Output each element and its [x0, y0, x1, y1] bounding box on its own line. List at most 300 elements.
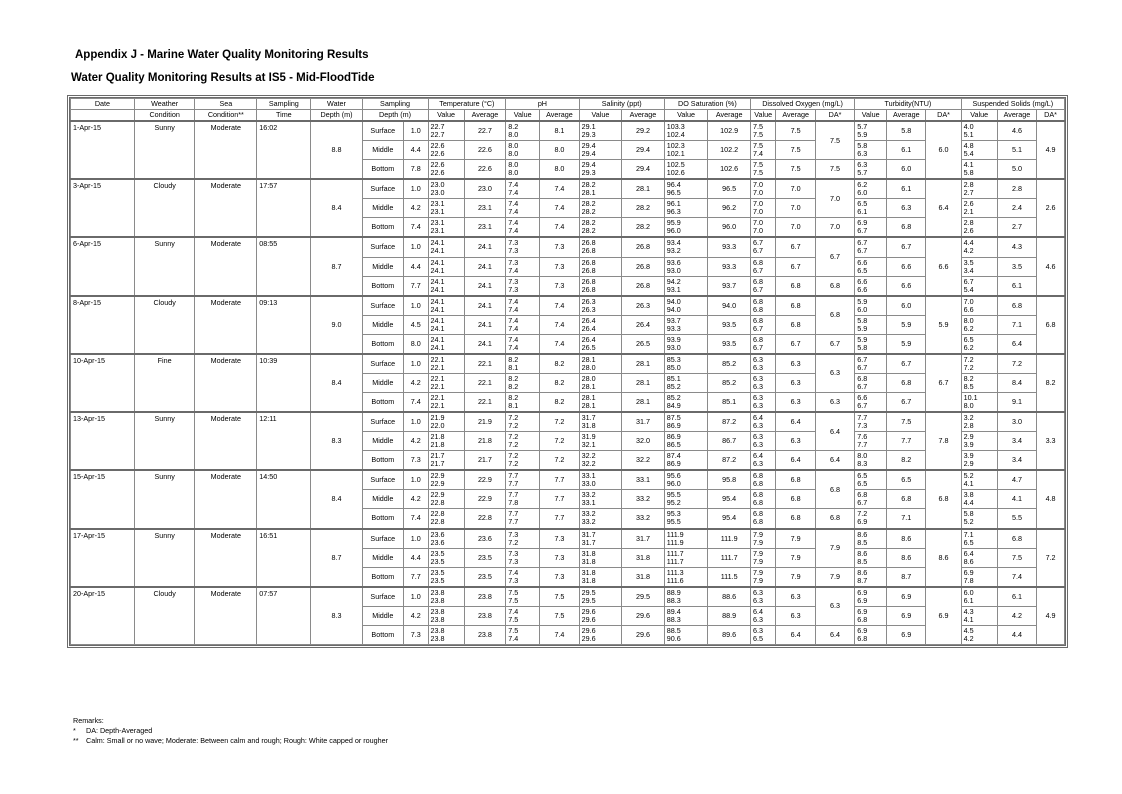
salinity-values-reading: 29.1 — [581, 122, 596, 132]
do-saturation-average: 93.3 — [708, 257, 751, 276]
ph-values-reading: 7.7 — [508, 471, 519, 481]
ph-average: 8.0 — [540, 160, 579, 180]
turbidity-values-reading: 6.8 — [857, 614, 868, 624]
do-saturation-values-reading: 85.2 — [666, 393, 681, 403]
turbidity-da: 6.9 — [926, 587, 961, 645]
salinity-values-reading: 26.3 — [581, 304, 596, 314]
ph-values-reading: 8.1 — [508, 401, 519, 411]
turbidity-values — [855, 548, 887, 567]
sub-header: Value — [750, 110, 776, 122]
temperature-values-reading: 23.5 — [430, 575, 445, 585]
salinity-values — [579, 470, 622, 490]
table-row — [71, 470, 1065, 490]
salinity-values-reading: 29.5 — [581, 595, 596, 605]
table-row — [71, 587, 1065, 607]
salinity-values — [579, 296, 622, 316]
temperature-values — [428, 567, 464, 587]
do-saturation-values-reading: 96.3 — [666, 207, 681, 217]
suspended-solids-values — [961, 237, 997, 257]
ph-values — [506, 121, 540, 141]
temperature-values — [428, 237, 464, 257]
do-saturation-values-reading: 111.9 — [666, 529, 684, 539]
dissolved-oxygen-average: 7.9 — [776, 529, 815, 549]
header-row-top — [71, 99, 1065, 110]
temperature-values-reading: 23.1 — [430, 207, 445, 217]
sea-condition-cell: Moderate — [195, 529, 257, 587]
do-saturation-values-reading: 111.3 — [666, 567, 684, 577]
ph-values-reading: 7.3 — [508, 556, 519, 566]
salinity-values-reading: 26.8 — [581, 284, 596, 294]
salinity-values-reading: 28.0 — [581, 373, 596, 383]
suspended-solids-average: 6.1 — [997, 276, 1036, 296]
ph-average: 7.4 — [540, 199, 579, 218]
suspended-solids-values-reading: 5.2 — [963, 517, 974, 527]
dissolved-oxygen-values — [750, 354, 776, 374]
temperature-average: 23.1 — [464, 218, 506, 238]
sampling-level-cell: Bottom — [362, 160, 404, 180]
sea-condition-cell: Moderate — [195, 237, 257, 295]
salinity-average: 29.4 — [622, 141, 665, 160]
turbidity-values-reading: 6.7 — [857, 401, 868, 411]
turbidity-values — [855, 529, 887, 549]
salinity-values — [579, 121, 622, 141]
dissolved-oxygen-average: 6.4 — [776, 625, 815, 644]
temperature-values — [428, 432, 464, 451]
temperature-average: 23.0 — [464, 179, 506, 199]
water-depth-cell: 8.3 — [311, 412, 362, 470]
temperature-average: 22.1 — [464, 393, 506, 413]
dissolved-oxygen-average: 6.7 — [776, 334, 815, 354]
sampling-depth-cell: 4.5 — [404, 315, 428, 334]
suspended-solids-values-reading: 4.1 — [963, 479, 974, 489]
salinity-average: 26.8 — [622, 276, 665, 296]
dissolved-oxygen-values-reading: 7.5 — [752, 122, 763, 132]
ph-values — [506, 567, 540, 587]
temperature-average: 23.8 — [464, 625, 506, 644]
temperature-values-reading: 23.5 — [430, 548, 445, 558]
suspended-solids-values-reading: 10.1 — [963, 393, 978, 403]
date-cell: 8-Apr-15 — [71, 296, 135, 354]
ph-values-reading: 7.2 — [508, 421, 519, 431]
salinity-average: 28.1 — [622, 179, 665, 199]
do-saturation-values — [664, 432, 708, 451]
sea-condition-cell: Moderate — [195, 470, 257, 528]
ph-values-reading: 7.8 — [508, 498, 519, 508]
do-saturation-values — [664, 160, 708, 180]
turbidity-values-reading: 5.7 — [857, 122, 868, 132]
do-saturation-values-reading: 102.1 — [666, 149, 685, 159]
salinity-values — [579, 393, 622, 413]
ph-values — [506, 141, 540, 160]
suspended-solids-values-reading: 3.8 — [963, 490, 974, 500]
suspended-solids-values-reading: 2.6 — [963, 199, 974, 209]
ph-values — [506, 509, 540, 529]
temperature-values-reading: 23.8 — [430, 606, 445, 616]
turbidity-values — [855, 373, 887, 392]
sampling-depth-cell: 4.2 — [404, 606, 428, 625]
ph-average: 7.7 — [540, 470, 579, 490]
salinity-average: 32.2 — [622, 451, 665, 471]
salinity-average: 29.2 — [622, 121, 665, 141]
sea-condition-cell: Moderate — [195, 179, 257, 237]
temperature-values-reading: 21.8 — [430, 440, 445, 450]
do-saturation-values — [664, 587, 708, 607]
do-saturation-values — [664, 276, 708, 296]
turbidity-values — [855, 451, 887, 471]
dissolved-oxygen-values — [750, 548, 776, 567]
suspended-solids-values — [961, 529, 997, 549]
dissolved-oxygen-values — [750, 490, 776, 509]
sampling-time-cell: 10:39 — [257, 354, 311, 412]
sampling-level-cell: Middle — [362, 432, 404, 451]
salinity-values-reading: 26.4 — [581, 315, 596, 325]
dissolved-oxygen-values — [750, 179, 776, 199]
sub-header: Average — [997, 110, 1036, 122]
turbidity-values-reading: 8.6 — [857, 529, 868, 539]
do-saturation-values-reading: 102.5 — [666, 160, 685, 170]
remark-text: DA: Depth-Averaged — [86, 726, 153, 735]
turbidity-values-reading: 6.5 — [857, 471, 868, 481]
sampling-level-cell: Bottom — [362, 567, 404, 587]
do-saturation-average: 95.4 — [708, 509, 751, 529]
salinity-values-reading: 33.1 — [581, 498, 596, 508]
salinity-values — [579, 548, 622, 567]
do-saturation-values — [664, 412, 708, 432]
salinity-average: 28.1 — [622, 393, 665, 413]
suspended-solids-values-reading: 6.5 — [963, 537, 974, 547]
ph-values-reading: 7.3 — [508, 284, 519, 294]
dissolved-oxygen-values-reading: 6.8 — [752, 296, 763, 306]
do-saturation-average: 95.4 — [708, 490, 751, 509]
ph-values — [506, 451, 540, 471]
dissolved-oxygen-values-reading: 6.7 — [752, 238, 763, 248]
sampling-depth-cell: 1.0 — [404, 470, 428, 490]
sub-header: Value — [855, 110, 887, 122]
suspended-solids-values — [961, 393, 997, 413]
salinity-values-reading: 32.2 — [581, 459, 596, 469]
salinity-values — [579, 490, 622, 509]
temperature-values — [428, 257, 464, 276]
dissolved-oxygen-values — [750, 606, 776, 625]
temperature-values-reading: 24.1 — [430, 315, 445, 325]
temperature-values-reading: 22.1 — [430, 373, 445, 383]
temperature-values — [428, 334, 464, 354]
salinity-values-reading: 31.7 — [581, 537, 596, 547]
dissolved-oxygen-values-reading: 6.8 — [752, 509, 763, 519]
suspended-solids-values-reading: 2.8 — [963, 218, 974, 228]
do-saturation-average: 94.0 — [708, 296, 751, 316]
table-row — [71, 354, 1065, 374]
temperature-values — [428, 606, 464, 625]
dissolved-oxygen-values-reading: 7.0 — [752, 218, 763, 228]
temperature-average: 24.1 — [464, 334, 506, 354]
ph-values — [506, 160, 540, 180]
salinity-values-reading: 26.8 — [581, 238, 596, 248]
sampling-depth-cell: 7.7 — [404, 276, 428, 296]
do-saturation-values — [664, 509, 708, 529]
salinity-values — [579, 315, 622, 334]
suspended-solids-values-reading: 2.9 — [963, 459, 974, 469]
sea-condition-cell: Moderate — [195, 121, 257, 179]
ph-values — [506, 218, 540, 238]
ph-average: 7.5 — [540, 606, 579, 625]
temperature-values — [428, 470, 464, 490]
suspended-solids-values-reading: 7.0 — [963, 296, 974, 306]
ph-values-reading: 7.3 — [508, 246, 519, 256]
sub-header: Condition — [134, 110, 195, 122]
do-saturation-values — [664, 451, 708, 471]
turbidity-values-reading: 8.6 — [857, 567, 868, 577]
suspended-solids-values — [961, 334, 997, 354]
dissolved-oxygen-average: 6.8 — [776, 276, 815, 296]
salinity-values — [579, 160, 622, 180]
turbidity-values — [855, 412, 887, 432]
suspended-solids-values — [961, 141, 997, 160]
col-header-weather: Weather — [134, 99, 195, 110]
ph-values-reading: 8.2 — [508, 122, 519, 132]
turbidity-values-reading: 6.7 — [857, 246, 868, 256]
turbidity-values — [855, 179, 887, 199]
col-header-sampling-time: Sampling — [257, 99, 311, 110]
suspended-solids-values-reading: 4.0 — [963, 122, 974, 132]
temperature-values-reading: 23.8 — [430, 587, 445, 597]
do-saturation-values-reading: 94.0 — [666, 304, 681, 314]
salinity-values-reading: 33.2 — [581, 517, 596, 527]
temperature-values-reading: 22.7 — [430, 122, 445, 132]
temperature-values — [428, 141, 464, 160]
do-saturation-values-reading: 93.2 — [666, 246, 681, 256]
ph-values-reading: 7.7 — [508, 517, 519, 527]
turbidity-average: 6.1 — [887, 179, 926, 199]
temperature-values-reading: 23.0 — [430, 180, 445, 190]
dissolved-oxygen-values-reading: 6.8 — [752, 304, 763, 314]
salinity-values-reading: 28.2 — [581, 218, 596, 228]
salinity-average: 26.4 — [622, 315, 665, 334]
suspended-solids-values-reading: 8.5 — [963, 381, 974, 391]
turbidity-values-reading: 6.8 — [857, 490, 868, 500]
suspended-solids-values — [961, 121, 997, 141]
salinity-values — [579, 218, 622, 238]
dissolved-oxygen-values — [750, 625, 776, 644]
temperature-values-reading: 23.1 — [430, 199, 445, 209]
suspended-solids-average: 4.7 — [997, 470, 1036, 490]
do-saturation-values-reading: 93.0 — [666, 342, 681, 352]
suspended-solids-values — [961, 179, 997, 199]
ph-values — [506, 373, 540, 392]
turbidity-average: 6.6 — [887, 257, 926, 276]
ph-values — [506, 548, 540, 567]
salinity-values — [579, 179, 622, 199]
suspended-solids-values — [961, 451, 997, 471]
dissolved-oxygen-average: 6.3 — [776, 432, 815, 451]
ph-average: 7.3 — [540, 567, 579, 587]
remark-mark: * — [73, 726, 76, 735]
dissolved-oxygen-values-reading: 6.3 — [752, 393, 763, 403]
suspended-solids-values-reading: 5.1 — [963, 130, 974, 140]
turbidity-average: 8.6 — [887, 548, 926, 567]
turbidity-values-reading: 5.9 — [857, 296, 868, 306]
turbidity-values-reading: 8.5 — [857, 537, 868, 547]
dissolved-oxygen-average: 7.5 — [776, 141, 815, 160]
do-saturation-average: 93.7 — [708, 276, 751, 296]
sub-header: Time — [257, 110, 311, 122]
turbidity-values-reading: 6.8 — [857, 633, 868, 643]
sampling-time-cell: 17:57 — [257, 179, 311, 237]
suspended-solids-values-reading: 2.1 — [963, 207, 974, 217]
salinity-values-reading: 31.8 — [581, 548, 596, 558]
do-saturation-values-reading: 88.3 — [666, 614, 681, 624]
turbidity-values-reading: 6.7 — [857, 226, 868, 236]
ph-average: 7.4 — [540, 296, 579, 316]
remark-text: Calm: Small or no wave; Moderate: Between calm and rough; Rough: White capped or rougher — [86, 736, 389, 745]
suspended-solids-values-reading: 8.6 — [963, 556, 974, 566]
ph-values-reading: 8.0 — [508, 168, 519, 178]
salinity-values-reading: 28.1 — [581, 401, 596, 411]
salinity-values — [579, 625, 622, 644]
temperature-values-reading: 21.7 — [430, 459, 445, 469]
appendix-title: Appendix J - Marine Water Quality Monitoring Results — [75, 49, 369, 61]
turbidity-values — [855, 509, 887, 529]
do-saturation-values-reading: 93.3 — [666, 323, 681, 333]
dissolved-oxygen-average: 6.3 — [776, 354, 815, 374]
do-saturation-average: 87.2 — [708, 412, 751, 432]
dissolved-oxygen-da: 6.3 — [815, 354, 854, 393]
ph-values-reading: 8.0 — [508, 141, 519, 151]
dissolved-oxygen-values — [750, 373, 776, 392]
ph-values-reading: 7.2 — [508, 413, 519, 423]
sub-header: Depth (m) — [311, 110, 362, 122]
turbidity-values-reading: 6.0 — [857, 188, 868, 198]
sampling-level-cell: Surface — [362, 470, 404, 490]
temperature-values — [428, 490, 464, 509]
dissolved-oxygen-values-reading: 6.7 — [752, 284, 763, 294]
sampling-depth-cell: 1.0 — [404, 354, 428, 374]
sub-header: Average — [776, 110, 815, 122]
dissolved-oxygen-values-reading: 6.7 — [752, 265, 763, 275]
turbidity-values-reading: 6.9 — [857, 218, 868, 228]
do-saturation-values-reading: 102.6 — [666, 168, 685, 178]
salinity-values — [579, 237, 622, 257]
turbidity-average: 8.7 — [887, 567, 926, 587]
turbidity-average: 6.1 — [887, 141, 926, 160]
sub-header: Value — [664, 110, 708, 122]
suspended-solids-values-reading: 7.1 — [963, 529, 974, 539]
sampling-depth-cell: 8.0 — [404, 334, 428, 354]
turbidity-values-reading: 7.7 — [857, 440, 868, 450]
dissolved-oxygen-average: 6.7 — [776, 257, 815, 276]
ph-values-reading: 7.2 — [508, 440, 519, 450]
dissolved-oxygen-values — [750, 218, 776, 238]
do-saturation-average: 96.0 — [708, 218, 751, 238]
suspended-solids-values-reading: 4.2 — [963, 246, 974, 256]
sampling-level-cell: Bottom — [362, 334, 404, 354]
suspended-solids-values-reading: 3.9 — [963, 440, 974, 450]
sampling-depth-cell: 4.4 — [404, 141, 428, 160]
ph-values-reading: 7.3 — [508, 548, 519, 558]
do-saturation-average: 102.6 — [708, 160, 751, 180]
date-cell: 13-Apr-15 — [71, 412, 135, 470]
suspended-solids-average: 8.4 — [997, 373, 1036, 392]
turbidity-values — [855, 199, 887, 218]
sampling-depth-cell: 7.4 — [404, 509, 428, 529]
do-saturation-average: 85.2 — [708, 354, 751, 374]
do-saturation-values-reading: 95.9 — [666, 218, 681, 228]
temperature-average: 21.9 — [464, 412, 506, 432]
temperature-values-reading: 22.8 — [430, 517, 445, 527]
do-saturation-values — [664, 199, 708, 218]
suspended-solids-values — [961, 315, 997, 334]
do-saturation-average: 85.1 — [708, 393, 751, 413]
dissolved-oxygen-values-reading: 6.8 — [752, 517, 763, 527]
ph-values — [506, 470, 540, 490]
temperature-values-reading: 24.1 — [430, 284, 445, 294]
suspended-solids-values-reading: 7.8 — [963, 575, 974, 585]
ph-values-reading: 8.2 — [508, 354, 519, 364]
table-row — [71, 121, 1065, 141]
turbidity-values-reading: 8.6 — [857, 548, 868, 558]
sampling-level-cell: Surface — [362, 412, 404, 432]
temperature-values-reading: 24.1 — [430, 342, 445, 352]
weather-cell: Fine — [134, 354, 195, 412]
do-saturation-average: 93.5 — [708, 315, 751, 334]
sampling-time-cell: 09:13 — [257, 296, 311, 354]
sampling-time-cell: 08:55 — [257, 237, 311, 295]
turbidity-values — [855, 567, 887, 587]
dissolved-oxygen-values-reading: 6.8 — [752, 276, 763, 286]
salinity-average: 26.3 — [622, 296, 665, 316]
turbidity-values — [855, 354, 887, 374]
suspended-solids-average: 3.4 — [997, 451, 1036, 471]
salinity-values-reading: 31.8 — [581, 575, 596, 585]
suspended-solids-values-reading: 2.8 — [963, 421, 974, 431]
temperature-values-reading: 23.0 — [430, 188, 445, 198]
do-saturation-values — [664, 606, 708, 625]
dissolved-oxygen-values-reading: 6.4 — [752, 606, 763, 616]
sub-header: Depth (m) — [362, 110, 428, 122]
salinity-values-reading: 28.2 — [581, 199, 596, 209]
turbidity-average: 6.7 — [887, 354, 926, 374]
dissolved-oxygen-values — [750, 587, 776, 607]
turbidity-average: 7.5 — [887, 412, 926, 432]
date-cell: 10-Apr-15 — [71, 354, 135, 412]
suspended-solids-values-reading: 6.5 — [963, 334, 974, 344]
ph-average: 8.1 — [540, 121, 579, 141]
ph-average: 7.4 — [540, 218, 579, 238]
do-saturation-values — [664, 354, 708, 374]
do-saturation-average: 111.5 — [708, 567, 751, 587]
turbidity-average: 6.5 — [887, 470, 926, 490]
temperature-values-reading: 22.6 — [430, 168, 445, 178]
dissolved-oxygen-values-reading: 6.8 — [752, 498, 763, 508]
dissolved-oxygen-values — [750, 470, 776, 490]
suspended-solids-average: 3.0 — [997, 412, 1036, 432]
suspended-solids-da: 3.3 — [1037, 412, 1065, 470]
water-depth-cell: 8.4 — [311, 179, 362, 237]
do-saturation-average: 102.2 — [708, 141, 751, 160]
turbidity-average: 6.9 — [887, 606, 926, 625]
suspended-solids-values-reading: 6.2 — [963, 342, 974, 352]
dissolved-oxygen-average: 6.8 — [776, 296, 815, 316]
turbidity-values — [855, 315, 887, 334]
temperature-values-reading: 22.1 — [430, 401, 445, 411]
suspended-solids-values — [961, 199, 997, 218]
do-saturation-values-reading: 96.0 — [666, 479, 681, 489]
suspended-solids-average: 6.8 — [997, 529, 1036, 549]
suspended-solids-average: 7.4 — [997, 567, 1036, 587]
turbidity-average: 8.6 — [887, 529, 926, 549]
suspended-solids-values — [961, 625, 997, 644]
suspended-solids-values-reading: 4.3 — [963, 606, 974, 616]
